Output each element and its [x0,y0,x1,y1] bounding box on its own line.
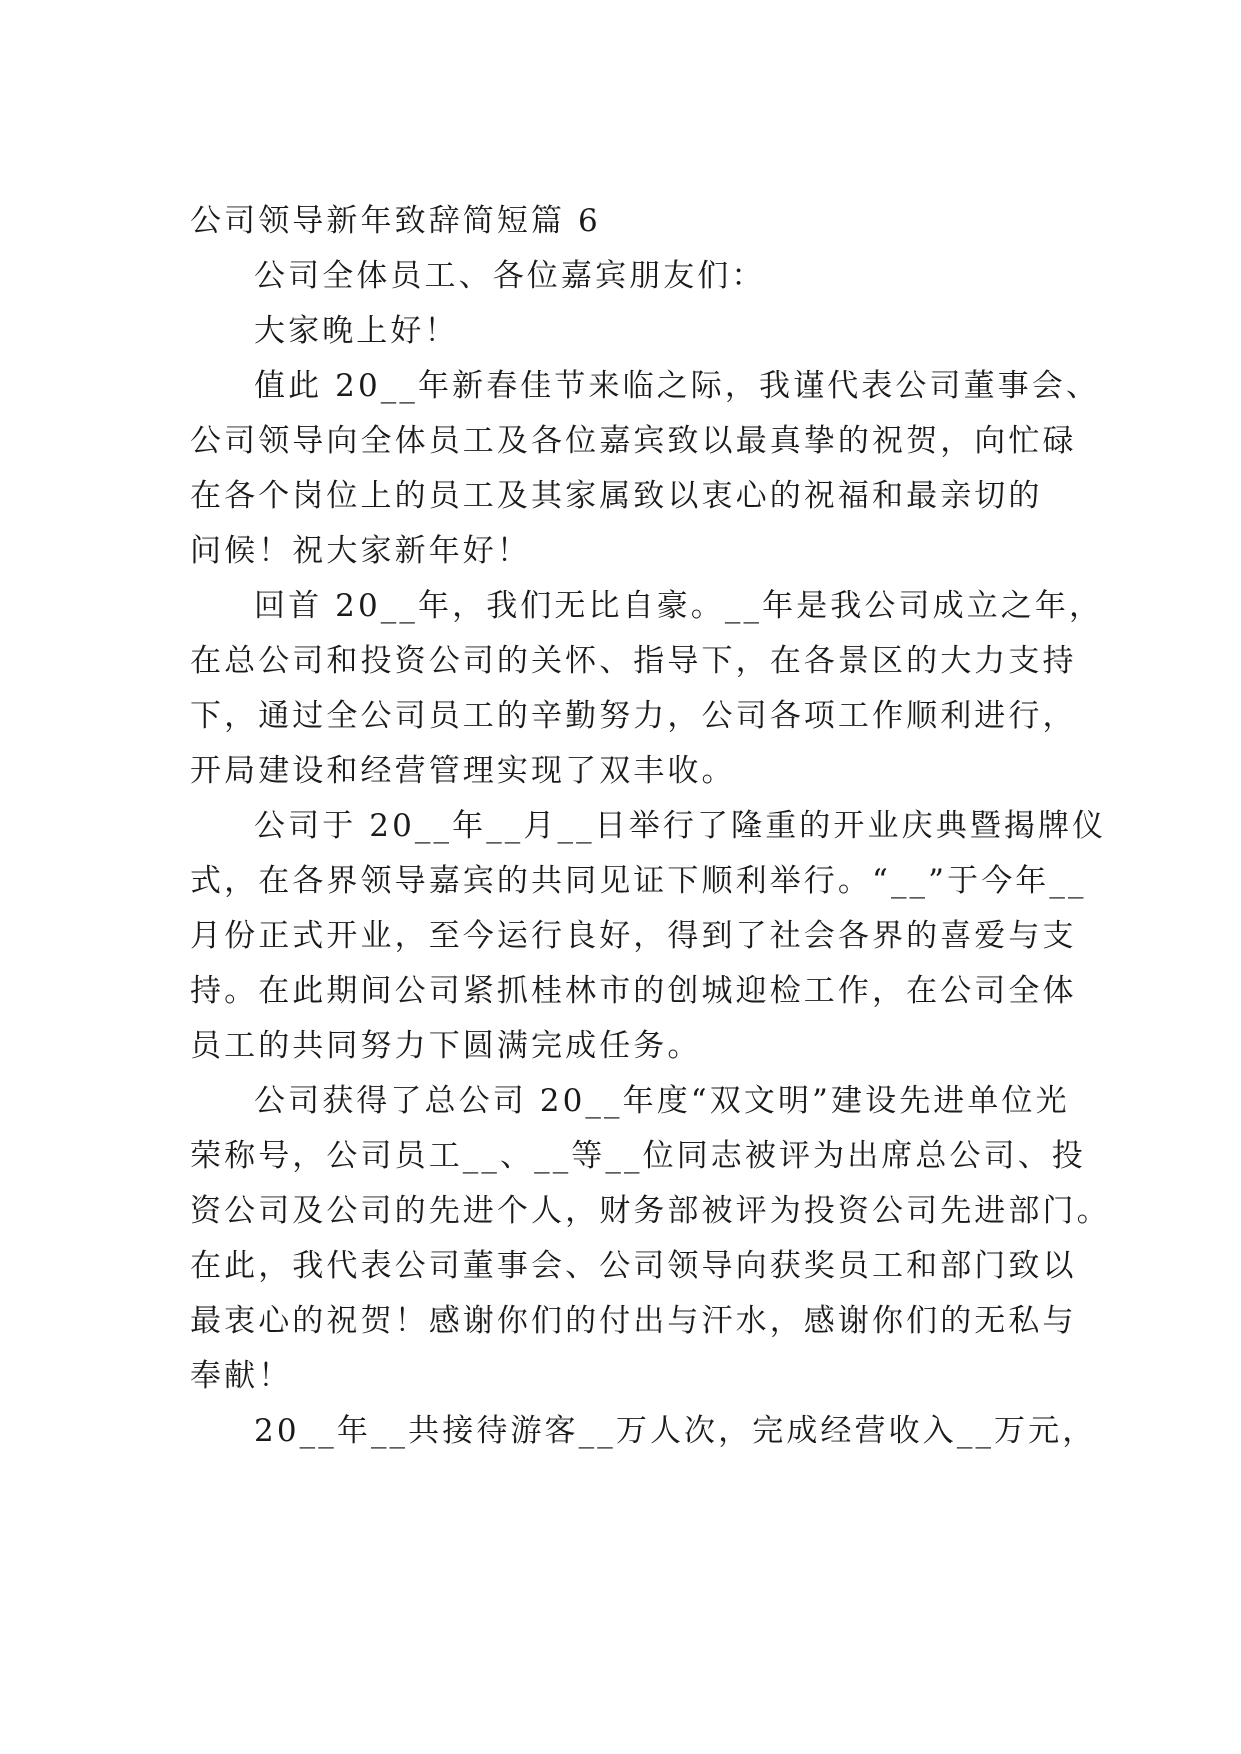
paragraph-line: 月份正式开业，至今运行良好，得到了社会各界的喜爱与支 [190,918,1077,954]
paragraph-line: 在各个岗位上的员工及其家属致以衷心的祝福和最亲切的 [190,478,1043,514]
paragraph-line: 员工的共同努力下圆满完成任务。 [190,1028,702,1064]
paragraph-line: 20__年__共接待游客__万人次，完成经营收入__万元， [254,1413,1097,1449]
paragraph-line: 奉献！ [190,1358,293,1394]
paragraph-line: 公司领导向全体员工及各位嘉宾致以最真挚的祝贺，向忙碌 [190,423,1077,459]
paragraph-line: 开局建设和经营管理实现了双丰收。 [190,753,736,789]
paragraph-line: 持。在此期间公司紧抓桂林市的创城迎检工作，在公司全体 [190,973,1077,1009]
paragraph-line: 公司于 20__年__月__日举行了隆重的开业庆典暨揭牌仪 [254,808,1107,844]
paragraph-line: 最衷心的祝贺！感谢你们的付出与汗水，感谢你们的无私与 [190,1303,1077,1339]
paragraph-line: 资公司及公司的先进个人，财务部被评为投资公司先进部门。 [190,1193,1111,1229]
paragraph-line: 荣称号，公司员工__、__等__位同志被评为出席总公司、投 [190,1138,1086,1174]
paragraph-line: 在总公司和投资公司的关怀、指导下，在各景区的大力支持 [190,643,1077,679]
paragraph-line: 公司获得了总公司 20__年度“双文明”建设先进单位光 [254,1083,1070,1119]
paragraph-line: 回首 20__年，我们无比自豪。__年是我公司成立之年， [254,588,1104,624]
paragraph-line: 值此 20__年新春佳节来临之际，我谨代表公司董事会、 [254,368,1100,404]
paragraph-line: 下，通过全公司员工的辛勤努力，公司各项工作顺利进行， [190,698,1077,734]
paragraph-line: 在此，我代表公司董事会、公司领导向获奖员工和部门致以 [190,1248,1077,1284]
document-title: 公司领导新年致辞简短篇 6 [190,203,601,239]
paragraph-line: 式，在各界领导嘉宾的共同见证下顺利举行。“__”于今年__ [190,863,1087,899]
salutation-line: 公司全体员工、各位嘉宾朋友们： [254,258,766,294]
paragraph-line: 问候！祝大家新年好！ [190,533,531,569]
greeting-line: 大家晚上好！ [254,313,459,349]
